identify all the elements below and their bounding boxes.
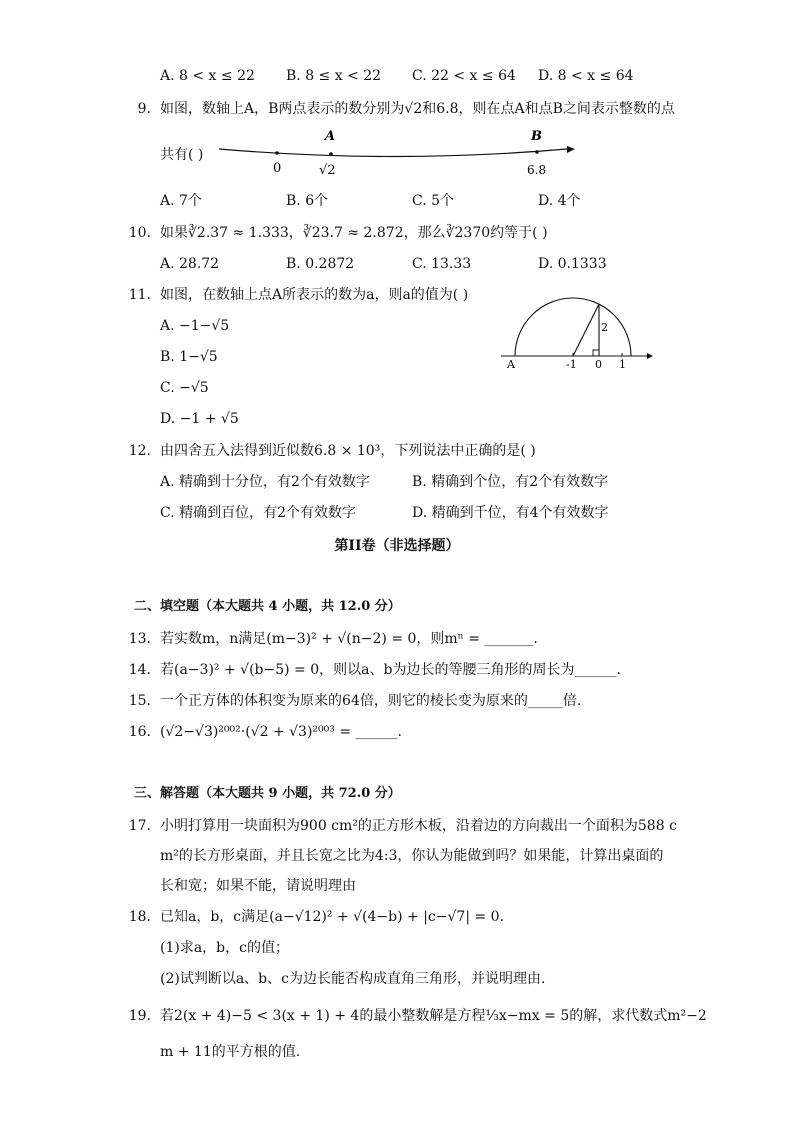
q12-option-c: C. 精确到百位，有2个有效数字 xyxy=(160,505,357,521)
q11-tick-m1: -1 xyxy=(566,358,577,371)
q9-option-c: C. 5个 xyxy=(412,193,455,209)
q8-option-a: A. 8 < x ≤ 22 xyxy=(160,68,255,84)
q11-hypotenuse xyxy=(573,304,599,356)
q9-label-b: B xyxy=(531,129,542,144)
q14-number: 14. xyxy=(128,662,151,678)
q11-semicircle-figure xyxy=(497,296,657,378)
q15-text: 一个正方体的体积变为原来的64倍，则它的棱长变为原来的_____倍. xyxy=(160,693,582,709)
q14-text: 若(a−3)² + √(b−5) = 0，则以a、b为边长的等腰三角形的周长为______. xyxy=(160,662,621,678)
q11-option-a: A. −1−√5 xyxy=(160,318,230,334)
q12-option-d: D. 精确到千位，有4个有效数字 xyxy=(412,505,609,521)
q11-tick-1: 1 xyxy=(619,358,626,371)
q10-option-d: D. 0.1333 xyxy=(538,256,607,272)
q9-tick-6-8: 6.8 xyxy=(527,163,547,177)
section2-header: 二、填空题（本大题共 4 小题，共 12.0 分） xyxy=(134,599,401,614)
q9-tick-0: 0 xyxy=(273,161,282,176)
q10-option-c: C. 13.33 xyxy=(412,256,472,272)
q17-number: 17. xyxy=(128,818,151,834)
q9-tick-sqrt2: √2 xyxy=(319,163,336,178)
q9-text-line1: 如图，数轴上A，B两点表示的数分别为√2和6.8，则在点A和点B之间表示整数的点 xyxy=(160,101,675,117)
q17-line1: 小明打算用一块面积为900 cm²的正方形木板，沿着边的方向裁出一个面积为588 c xyxy=(160,818,677,834)
q11-right-angle-mark xyxy=(593,350,599,356)
q19-number: 19. xyxy=(128,1008,151,1024)
q11-tick-0: 0 xyxy=(595,358,602,371)
q15-number: 15. xyxy=(128,693,151,709)
q10-option-b: B. 0.2872 xyxy=(286,256,355,272)
q12-text: 由四舍五入法得到近似数6.8 × 10³，下列说法中正确的是( ) xyxy=(160,443,536,459)
q11-number: 11. xyxy=(128,287,151,303)
q11-text: 如图，在数轴上点A所表示的数为a，则a的值为( ) xyxy=(160,287,469,303)
q11-height-label: 2 xyxy=(601,321,608,334)
q9-number: 9. xyxy=(137,101,151,117)
q9-point-0 xyxy=(275,151,279,155)
q11-label-a: A xyxy=(507,358,515,371)
q9-option-a: A. 7个 xyxy=(160,193,202,209)
q18-line2: (1)求a，b，c的值； xyxy=(160,940,289,956)
q10-option-a: A. 28.72 xyxy=(160,256,220,272)
q13-text: 若实数m，n满足(m−3)² + √(n−2) = 0，则mⁿ = _______. xyxy=(160,631,538,647)
part2-title: 第II卷（非选择题） xyxy=(334,538,460,554)
q18-number: 18. xyxy=(128,909,151,925)
q9-point-b xyxy=(535,150,539,154)
q11-option-c: C. −√5 xyxy=(160,380,209,396)
q8-option-d: D. 8 < x ≤ 64 xyxy=(538,68,634,84)
q18-line3: (2)试判断以a、b、c为边长能否构成直角三角形，并说明理由. xyxy=(160,971,546,987)
q9-point-a xyxy=(329,152,333,156)
q16-number: 16. xyxy=(128,724,151,740)
q9-option-d: D. 4个 xyxy=(538,193,581,209)
q8-option-b: B. 8 ≤ x < 22 xyxy=(286,68,382,84)
q10-number: 10. xyxy=(128,225,151,241)
q9-text-line2: 共有( ) xyxy=(160,147,204,163)
q9-arrow-icon xyxy=(567,146,575,153)
q17-line3: 长和宽；如果不能，请说明理由 xyxy=(160,878,356,894)
q12-option-b: B. 精确到个位，有2个有效数字 xyxy=(412,474,609,490)
q11-option-d: D. −1 + √5 xyxy=(160,411,239,427)
q9-number-line xyxy=(219,149,567,157)
q13-number: 13. xyxy=(128,631,151,647)
q16-text: (√2−√3)²⁰⁰²·(√2 + √3)²⁰⁰³ = ______. xyxy=(160,724,402,740)
q10-text: 如果∛2.37 ≈ 1.333，∛23.7 ≈ 2.872，那么∛2370约等于( ) xyxy=(160,225,548,241)
q19-line2: m + 11的平方根的值. xyxy=(160,1044,301,1060)
section3-header: 三、解答题（本大题共 9 小题，共 72.0 分） xyxy=(134,786,401,801)
q9-number-line-figure xyxy=(215,122,580,184)
q17-line2: m²的长方形桌面，并且长宽之比为4:3，你认为能做到吗？如果能，计算出桌面的 xyxy=(160,848,664,864)
q9-option-b: B. 6个 xyxy=(286,193,329,209)
q9-label-a: A xyxy=(325,129,336,144)
q11-option-b: B. 1−√5 xyxy=(160,349,218,365)
q12-option-a: A. 精确到十分位，有2个有效数字 xyxy=(160,474,370,490)
q18-line1: 已知a，b，c满足(a−√12)² + √(4−b) + |c−√7| = 0. xyxy=(160,909,505,925)
q11-arrow-icon xyxy=(647,353,653,359)
q11-semicircle-arc xyxy=(515,298,631,356)
q19-line1: 若2(x + 4)−5 < 3(x + 1) + 4的最小整数解是方程⅓x−mx = 5的解，求代数式m²−2 xyxy=(160,1008,707,1024)
q12-number: 12. xyxy=(128,443,151,459)
q8-option-c: C. 22 < x ≤ 64 xyxy=(412,68,516,84)
